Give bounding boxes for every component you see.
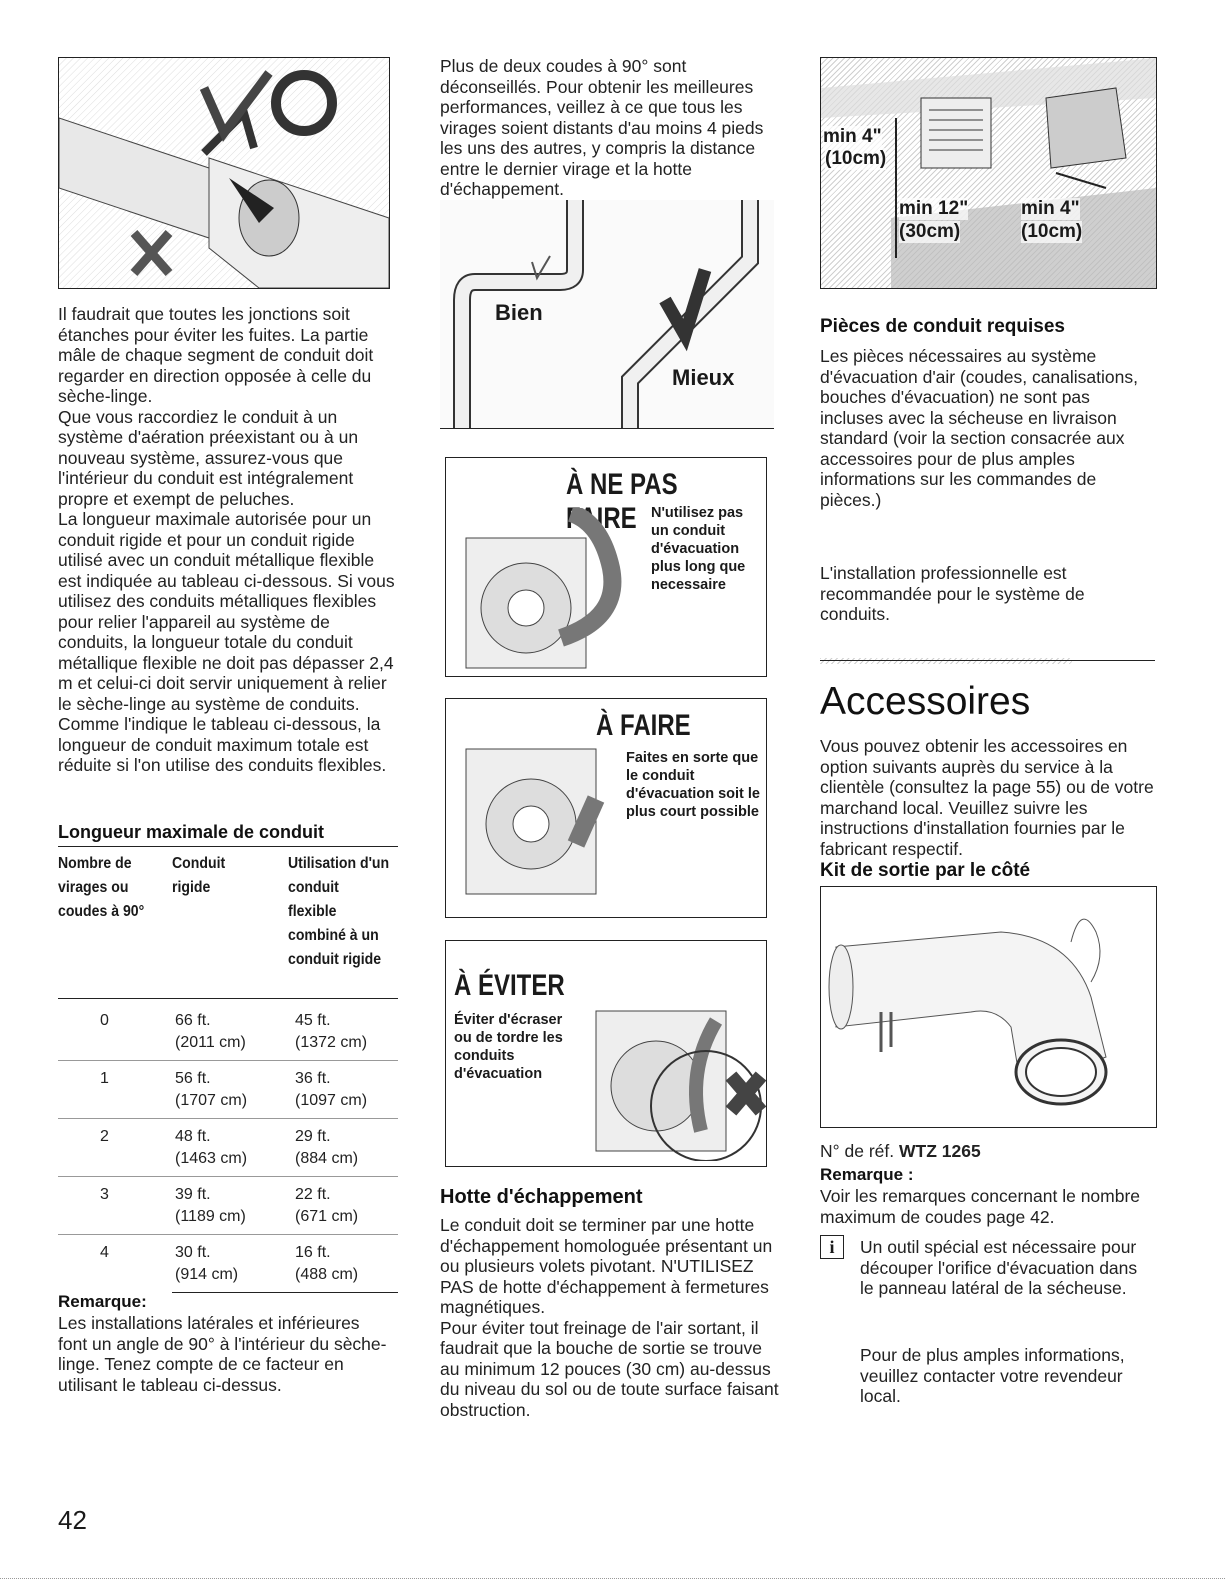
accessories-title: Accessoires [820, 680, 1031, 723]
table-row-divider [58, 1118, 398, 1119]
duct-joint-illustration [58, 57, 390, 289]
table-cell-flex: 36 ft. [295, 1070, 331, 1087]
existing-system-paragraph: Que vous raccordiez le conduit à un système d'aération préexistant ou à un nouveau système, assurez-vous que l'intérieur du conduit est intégralement propre et exempt de peluches. [58, 406, 359, 509]
kit-remark-text: Voir les remarques concernant le nombre maximum de coudes page 42. [820, 1186, 1141, 1227]
parts-paragraph-2: L'installation professionnelle est recommandée pour le système de conduits. [820, 563, 1085, 624]
clearance-dim-top-2: (10cm) [825, 148, 887, 169]
clearance-dim-floor-2: (30cm) [899, 221, 961, 242]
table-cell-bends: 2 [100, 1128, 109, 1145]
duct-joint-drawing [59, 58, 389, 288]
good-label: Bien [495, 300, 543, 325]
avoid-text: Éviter d'écraser ou de tordre les conduits d'évacuation [454, 1012, 563, 1082]
table-cell-rigid-cm: (1463 cm) [175, 1150, 248, 1167]
section-divider [820, 658, 1155, 664]
table-cell-bends: 0 [100, 1012, 109, 1029]
hood-paragraph-2: Pour éviter tout freinage de l'air sortant, il faudrait que la bouche de sortie se trouve au minimum 12 pouces (30 cm) au-dessus du niveau du sol ou de toute surface faisant obstruction. [440, 1317, 779, 1420]
parts-paragraph-1: Les pièces nécessaires au système d'évacuation d'air (coudes, canalisations, bouches d'évacuation) ne sont pas incluses avec la sécheuse en livraison standard (voir la section consacrée aux accessoires pour de plus amples informations sur les commandes de pièces.) [820, 346, 1138, 510]
clearance-illustration [820, 57, 1157, 289]
hood-title: Hotte d'échappement [440, 1186, 643, 1208]
dont-box [445, 457, 767, 677]
do-box [445, 698, 767, 918]
table-cell-flex: 29 ft. [295, 1128, 331, 1145]
bottom-border [0, 1578, 1225, 1579]
kit-remark-title: Remarque : [820, 1165, 914, 1184]
remark-text: Les installations latérales et inférieures font un angle de 90° à l'intérieur du sèche-linge. Tenez compte de ce facteur en utilisant le tableau ci-dessus. [58, 1313, 387, 1395]
dryer-long-duct-icon [461, 508, 631, 673]
reference-line [820, 1141, 1155, 1162]
side-kit-illustration [820, 886, 1157, 1128]
joints-paragraph: Il faudrait que toutes les jonctions soit étanches pour éviter les fuites. La partie mâle de chaque segment de conduit doit regarder en direction opposée à celle du sèche-linge. [58, 304, 374, 406]
dryer-crushed-duct-icon [576, 981, 766, 1161]
table-cell-rigid-cm: (2011 cm) [175, 1034, 246, 1051]
table-bottom-rule [172, 1292, 398, 1293]
info-paragraph-1: Un outil spécial est nécessaire pour découper l'orifice d'évacuation dans le panneau latéral de la sécheuse. [860, 1237, 1138, 1298]
table-cell-flex-cm: (1097 cm) [295, 1092, 368, 1109]
max-length-paragraph: La longueur maximale autorisée pour un conduit rigide et pour un conduit rigide utilisé avec un conduit métallique flexible est indiquée au tableau ci-dessous. Si vous utilisez des conduits métalliques flexibles pour relier l'appareil au système de conduits, la longueur totale du conduit métallique flexible ne doit pas dépasser 2,4 m et celui-ci doit servir uniquement à relier le sèche-linge au système de conduits. Comme l'indique le tableau ci-dessous, la longueur de conduit maximum totale est réduite si l'on utilise des conduits flexibles. [58, 509, 395, 775]
table-cell-flex: 16 ft. [295, 1244, 331, 1261]
bends-paragraph: Plus de deux coudes à 90° sont déconseillés. Pour obtenir les meilleures performances, veillez à ce que tous les virages soient distants d'au moins 4 pieds les uns des autres, y compris la distance entre le dernier virage et la hotte d'échappement. [440, 56, 764, 199]
side-kit-title: Kit de sortie par le côté [820, 860, 1031, 881]
table-cell-flex: 22 ft. [295, 1186, 331, 1203]
info-paragraph-2: Pour de plus amples informations, veuillez contacter votre revendeur local. [860, 1345, 1125, 1406]
table-row-divider [58, 1176, 398, 1177]
dont-text: N'utilisez pas un conduit d'évacuation plus long que necessaire [651, 505, 746, 593]
parts-title: Pièces de conduit requises [820, 316, 1065, 337]
side-exit-elbow-drawing [821, 887, 1156, 1127]
table-cell-rigid: 66 ft. [175, 1012, 211, 1029]
hood-paragraph-1: Le conduit doit se terminer par une hotte d'échappement homologuée présentant un ou plusieurs volets pivotant. N'UTILISEZ PAS de hotte d'échappement à fermetures magnétiques. [440, 1215, 773, 1317]
clearance-dim-side-2: (10cm) [1021, 221, 1083, 242]
table-row-divider [58, 1234, 398, 1235]
table-cell-rigid-cm: (1707 cm) [175, 1092, 248, 1109]
table-cell-flex: 45 ft. [295, 1012, 331, 1029]
table-cell-flex-cm: (884 cm) [295, 1150, 359, 1167]
do-text: Faites en sorte que le conduit d'évacuation soit le plus court possible [626, 750, 760, 820]
dryer-short-duct-icon [461, 729, 631, 899]
table-cell-flex-cm: (671 cm) [295, 1208, 359, 1225]
page-number: 42 [58, 1505, 87, 1535]
avoid-title: À ÉVITER [454, 969, 565, 1002]
do-title: À FAIRE [596, 709, 691, 742]
bends-illustration [440, 200, 774, 429]
table-cell-rigid: 56 ft. [175, 1070, 211, 1087]
better-label: Mieux [672, 365, 735, 390]
table-header-bends: Nombre de virages ou coudes à 90° [58, 855, 145, 920]
table-cell-bends: 1 [100, 1070, 109, 1087]
table-cell-rigid: 30 ft. [175, 1244, 211, 1261]
table-cell-rigid-cm: (914 cm) [175, 1266, 239, 1283]
clearance-dim-side-1: min 4" [1021, 198, 1080, 219]
table-cell-rigid: 39 ft. [175, 1186, 211, 1203]
remark-title: Remarque: [58, 1292, 147, 1311]
table-header-flexible: Utilisation d'un conduit flexible combiné à un conduit rigide [288, 855, 390, 968]
reference-prefix: N° de réf. [820, 1141, 895, 1161]
table-cell-flex-cm: (1372 cm) [295, 1034, 368, 1051]
table-cell-rigid-cm: (1189 cm) [175, 1208, 246, 1225]
table-cell-bends: 3 [100, 1186, 109, 1203]
table-header-rigid: Conduit rigide [172, 855, 226, 896]
table-cell-flex-cm: (488 cm) [295, 1266, 359, 1283]
clearance-dim-top-1: min 4" [823, 126, 882, 147]
reference-code: WTZ 1265 [899, 1141, 981, 1161]
accessories-paragraph: Vous pouvez obtenir les accessoires en option suivants auprès du service à la clientèle (consultez la page 55) ou de votre marchand local. Veuillez suivre les instructions d'installation fournies par le fabricant respectif. [820, 736, 1154, 859]
table-title: Longueur maximale de conduit [58, 822, 325, 842]
avoid-box [445, 940, 767, 1167]
table-cell-bends: 4 [100, 1244, 109, 1261]
dont-title: À NE PAS FAIRE [566, 468, 678, 535]
info-icon: i [820, 1235, 844, 1259]
clearance-dim-floor-1: min 12" [899, 198, 969, 219]
table-row-divider [58, 1060, 398, 1061]
table-cell-rigid: 48 ft. [175, 1128, 211, 1145]
